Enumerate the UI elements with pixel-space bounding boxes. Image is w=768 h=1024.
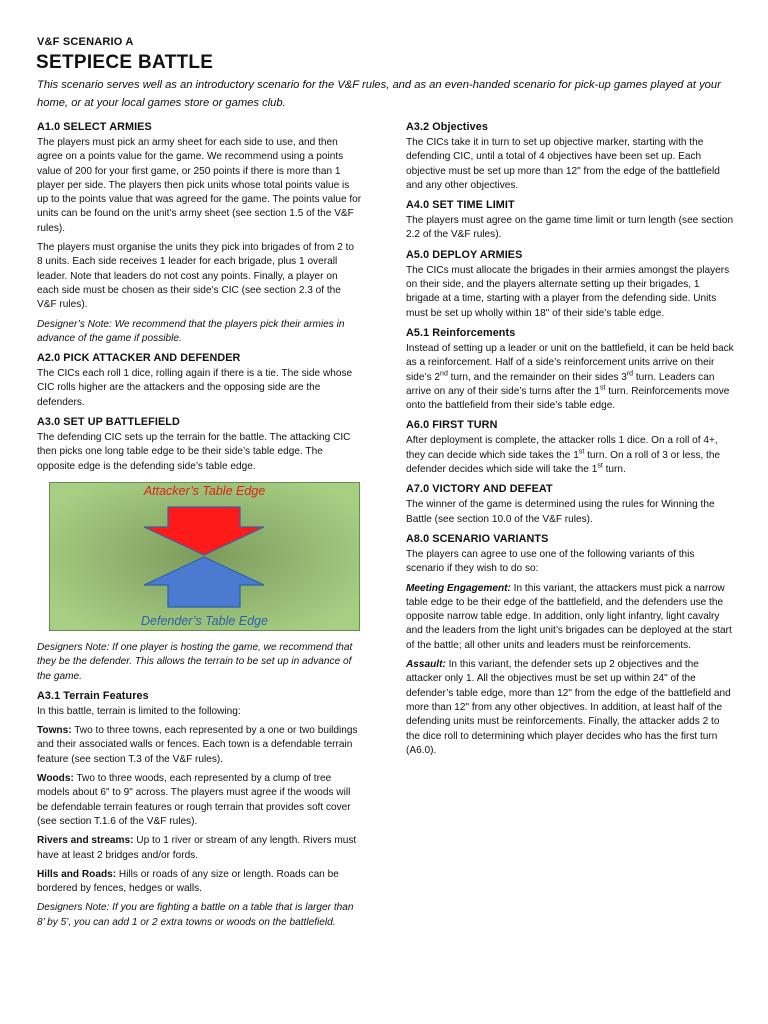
a6-text-2: turn. On a roll of 3 or less, the defender decides which side will take the 1 bbox=[406, 449, 721, 476]
a5-heading: A5.0 DEPLOY ARMIES bbox=[406, 248, 523, 261]
page-title: SETPIECE BATTLE bbox=[36, 52, 214, 73]
assault-label: Assault: bbox=[406, 659, 446, 671]
left-column bbox=[37, 120, 362, 935]
meeting-engagement-text: In this variant, the attackers must pick a narrow table edge to be their edge of the battlefield, and the defenders use the opposite narrow table edge. In addition, only light infantry, light cavalry and the leaders from the light unit’s brigades can be deployed at the start of the battle; all other units and leaders must be reinforcements. bbox=[406, 582, 732, 651]
rivers-text: Up to 1 river or stream of any length. Rivers must have at least 2 bridges and/or fords. bbox=[37, 835, 357, 861]
a51-sup-2: rd bbox=[626, 370, 634, 378]
a51-heading: A5.1 Reinforcements bbox=[406, 326, 516, 339]
towns-label: Towns: bbox=[37, 725, 72, 737]
a51-text-3: turn. Leaders can arrive on any of their side’s turns after the 1 bbox=[406, 371, 715, 397]
rivers-entry bbox=[37, 834, 362, 863]
a6-heading: A6.0 FIRST TURN bbox=[406, 419, 498, 432]
right-column bbox=[406, 120, 734, 763]
hills-text: Hills or roads of any size or length. Roads can be bordered by fences, hedges or walls. bbox=[37, 868, 339, 895]
a8-paragraph-1: The players can agree to use one of the following variants of this scenario if they wish to do so: bbox=[406, 548, 695, 575]
scenario-kicker: V&F SCENARIO A bbox=[37, 36, 134, 48]
a51-text-1: Instead of setting up a leader or unit on the battlefield, it can be held back as a reinforcement. Half of a side’s reinforcement units arrive on their side’s 2 bbox=[406, 342, 734, 383]
a6-text-3: turn. bbox=[602, 464, 626, 476]
table-edge-diagram bbox=[49, 482, 360, 631]
attacker-edge-label: Attacker’s Table Edge bbox=[143, 483, 266, 498]
a8-heading: A8.0 SCENARIO VARIANTS bbox=[406, 532, 549, 545]
defender-edge-label: Defender’s Table Edge bbox=[141, 613, 268, 628]
a32-paragraph-1: The CICs take it in turn to set up objective marker, starting with the defending CIC, until a total of 4 objectives have been set up. Each objective must be set up more than 12" from the edge of the battlefield and any other objectives. bbox=[406, 137, 720, 191]
a51-sup-3: st bbox=[599, 384, 606, 392]
a5-paragraph-1: The CICs must allocate the brigades in their armies amongst the players on their side, and the players alternate setting up their brigades, 1 brigade at a time, starting with a player from the defending side. Units must be set up wholly within 18" of their side’s table edge. bbox=[406, 264, 730, 319]
woods-entry bbox=[37, 772, 362, 829]
woods-text: Two to three woods, each represented by a clump of tree models about 6" to 9" across. The players must agree if the woods will be defendable terrain features or rough terrain that provides soft cover (see section T.1.6 of the V&F rules). bbox=[37, 773, 351, 827]
a31-designer-note: Designers Note: If you are fighting a battle on a table that is larger than 8’ by 5’, you can add 1 or 2 extra towns or woods on the battlefield. bbox=[37, 902, 354, 928]
a3-paragraph-1: The defending CIC sets up the terrain for the battle. The attacking CIC then picks one long table edge to be their side’s table edge. The opposite edge is the defending side’s table edge. bbox=[37, 432, 351, 472]
defender-arrow-icon bbox=[144, 557, 264, 607]
a6-sup-2: st bbox=[597, 462, 603, 470]
intro-text: This scenario serves well as an introductory scenario for the V&F rules, and as an even-handed scenario for pick-up games played at your home, or at your local games store or games club. bbox=[37, 79, 721, 109]
a6-paragraph-1 bbox=[406, 434, 734, 477]
meeting-engagement-entry bbox=[406, 582, 734, 653]
a2-paragraph-1: The CICs each roll 1 dice, rolling again if there is a tie. The side whose CIC rolls higher are the attackers and the opposing side are the defenders. bbox=[37, 368, 353, 408]
rivers-label: Rivers and streams: bbox=[37, 835, 134, 847]
a32-heading: A3.2 Objectives bbox=[406, 121, 488, 133]
towns-entry bbox=[37, 724, 362, 767]
a1-designer-note: Designer’s Note: We recommend that the players pick their armies in advance of the game if possible. bbox=[37, 318, 345, 344]
hills-label: Hills and Roads: bbox=[37, 868, 117, 880]
a51-text-2: turn, and the remainder on their sides 3 bbox=[447, 371, 627, 383]
hills-entry bbox=[37, 868, 362, 897]
a6-text-1: After deployment is complete, the attacker rolls 1 dice. On a roll of 4+, they can decide which side takes the 1 bbox=[406, 435, 718, 461]
a6-sup-1: st bbox=[578, 448, 585, 456]
a2-heading: A2.0 PICK ATTACKER AND DEFENDER bbox=[37, 352, 241, 365]
a3-designer-note: Designers Note: If one player is hosting the game, we recommend that they be the defender. This allows the terrain to be set up in advance of the game. bbox=[37, 641, 353, 682]
meeting-engagement-label: Meeting Engagement: bbox=[406, 582, 511, 594]
a1-paragraph-1: The players must pick an army sheet for each side to use, and then agree on a points value for the game. We recommend using a points value of 200 for your first game, or 250 points if there is more than 1 player per side. The players then pick units whose total points value is up to the points value that was agreed for the game. The points value for units can be found on the unit’s army sheet (see section 1.5 of the V&F rules). bbox=[37, 137, 362, 234]
a51-text-4: turn. Reinforcements move onto the battlefield from their side’s table edge. bbox=[406, 385, 730, 412]
a7-paragraph-1: The winner of the game is determined using the rules for Winning the Battle (see section 10.0 of the V&F rules). bbox=[406, 499, 715, 525]
a31-heading: A3.1 Terrain Features bbox=[37, 689, 149, 702]
a51-sup-1: nd bbox=[440, 370, 448, 378]
a7-heading: A7.0 VICTORY AND DEFEAT bbox=[406, 483, 553, 496]
a31-paragraph-1: In this battle, terrain is limited to the following: bbox=[37, 705, 241, 717]
a1-heading: A1.0 SELECT ARMIES bbox=[37, 121, 152, 133]
a4-paragraph-1: The players must agree on the game time limit or turn length (see section 2.2 of the V&F rules). bbox=[406, 215, 734, 241]
a3-heading: A3.0 SET UP BATTLEFIELD bbox=[37, 416, 180, 429]
a4-heading: A4.0 SET TIME LIMIT bbox=[406, 199, 515, 212]
table-edge-arrows bbox=[50, 483, 359, 630]
towns-text: Two to three towns, each represented by a one or two buildings and their associated walls or fences. Each town is a defendable terrain feature (see section T.3 of the V&F rules). bbox=[37, 725, 358, 765]
attacker-arrow-icon bbox=[144, 507, 264, 555]
a51-paragraph-1 bbox=[406, 342, 734, 413]
assault-text: In this variant, the defender sets up 2 objectives and the attacker only 1. All the objectives must be set up within 24" of the defender’s table edge, more than 12" from the edge of the battlefield and more than 12" from any other objectives. In addition, at least half of the defending units must be reinforcements. Finally, the attacker adds 2 to the dice roll to determining which player decides who has the first turn (A6.0). bbox=[406, 659, 731, 756]
assault-entry bbox=[406, 658, 734, 758]
a1-paragraph-2: The players must organise the units they pick into brigades of from 2 to 8 units. Each side receives 1 leader for each brigade, plus 1 overall leader. Note that leaders do not cost any points. Finally, a player on each side must be chosen as their side’s CIC (see section 2.3 of the V&F rules). bbox=[37, 242, 354, 311]
woods-label: Woods: bbox=[37, 773, 74, 785]
